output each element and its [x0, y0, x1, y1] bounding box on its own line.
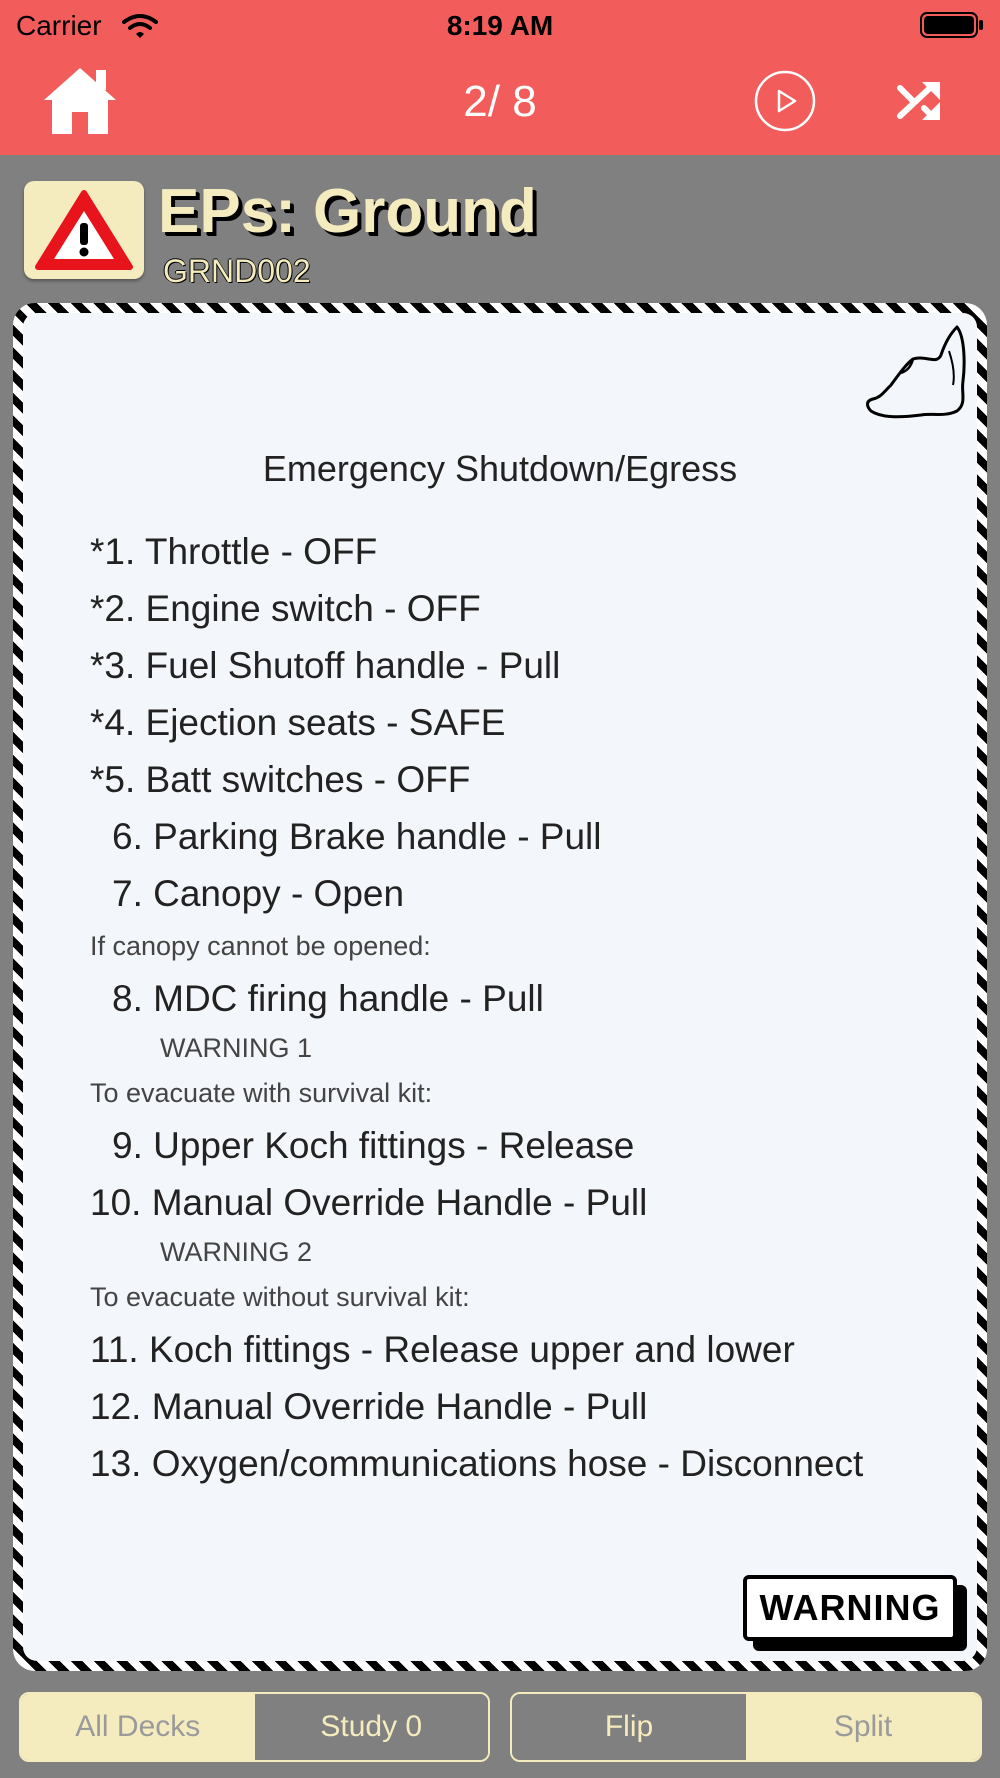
- flashcard-body: [23, 313, 977, 1661]
- shuffle-icon[interactable]: [896, 78, 944, 124]
- clock-label: 8:19 AM: [446, 10, 554, 41]
- deck-title: EPs: Ground: [158, 177, 537, 246]
- checklist-warning-ref: WARNING 1: [160, 1033, 313, 1063]
- checklist-step: 9. Upper Koch fittings - Release: [112, 1125, 635, 1166]
- deck-code: GRND002: [163, 253, 311, 289]
- checklist: [90, 523, 980, 1492]
- rabbit-sketch-icon: [861, 321, 973, 433]
- all-decks-button[interactable]: All Decks: [21, 1694, 255, 1760]
- checklist-step: *4. Ejection seats - SAFE: [90, 702, 506, 743]
- flashcard[interactable]: [13, 303, 987, 1671]
- checklist-step: 10. Manual Override Handle - Pull: [90, 1182, 648, 1223]
- checklist-step: *3. Fuel Shutoff handle - Pull: [90, 645, 561, 686]
- checklist-condition: To evacuate without survival kit:: [90, 1282, 470, 1312]
- deck-mode-control: [19, 1692, 490, 1762]
- checklist-step: 8. MDC firing handle - Pull: [112, 978, 544, 1019]
- carrier-label: Carrier: [16, 10, 102, 41]
- checklist-step: 6. Parking Brake handle - Pull: [112, 816, 602, 857]
- split-button[interactable]: Split: [746, 1694, 980, 1760]
- checklist-step: *2. Engine switch - OFF: [90, 588, 481, 629]
- card-heading: Emergency Shutdown/Egress: [262, 448, 738, 489]
- top-bar: [0, 0, 1000, 155]
- checklist-condition: If canopy cannot be opened:: [90, 931, 431, 961]
- study-button[interactable]: Study 0: [255, 1694, 489, 1760]
- card-counter: 2/ 8: [463, 77, 537, 126]
- view-mode-control: [510, 1692, 982, 1762]
- checklist-step: *1. Throttle - OFF: [90, 531, 378, 572]
- checklist-step: 7. Canopy - Open: [112, 873, 405, 914]
- warning-badge-label: WARNING: [743, 1575, 957, 1641]
- warning-badge: [743, 1575, 973, 1655]
- checklist-step: *5. Batt switches - OFF: [90, 759, 471, 800]
- battery-icon: [920, 12, 984, 38]
- checklist-condition: To evacuate with survival kit:: [90, 1078, 433, 1108]
- flip-button[interactable]: Flip: [512, 1694, 746, 1760]
- checklist-warning-ref: WARNING 2: [160, 1237, 313, 1267]
- play-circle-icon[interactable]: [754, 70, 816, 132]
- checklist-step: 13. Oxygen/communications hose - Disconnect: [90, 1443, 864, 1484]
- checklist-step: 11. Koch fittings - Release upper and lower: [90, 1329, 795, 1370]
- warning-triangle-icon: [24, 181, 144, 279]
- checklist-step: 12. Manual Override Handle - Pull: [90, 1386, 648, 1427]
